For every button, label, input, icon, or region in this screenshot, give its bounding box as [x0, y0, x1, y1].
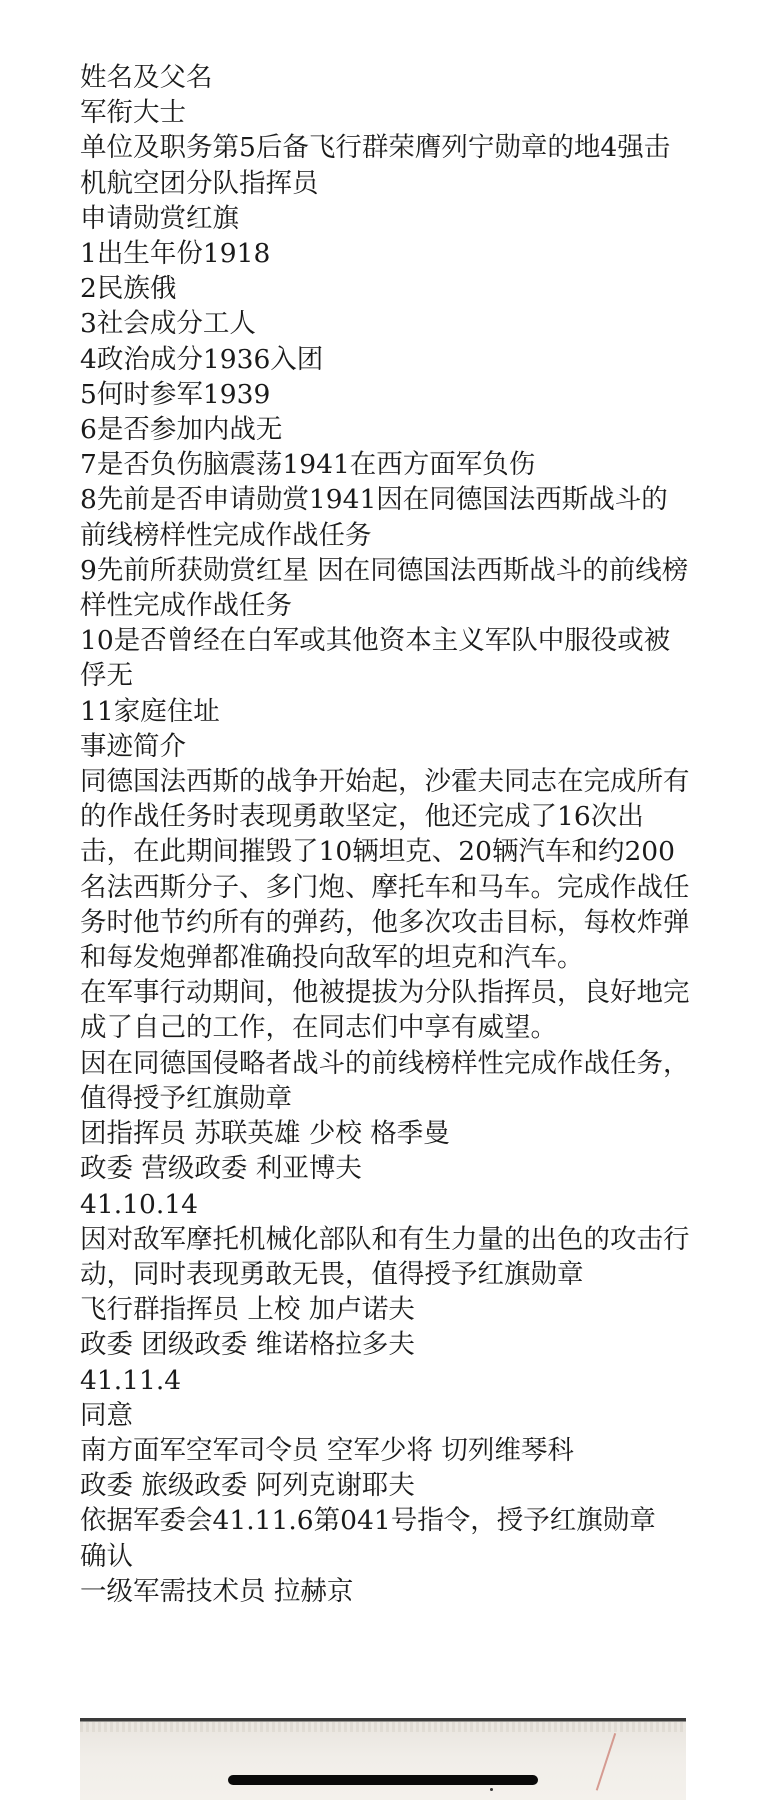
- signature-group-commander: 飞行群指挥员 上校 加卢诺夫: [80, 1294, 415, 1326]
- field-enlistment: 5何时参军1939: [80, 378, 271, 410]
- archive-document-image: [80, 1718, 686, 1800]
- group-recommendation-text: 因对敌军摩托机械化部队和有生力量的出色的攻击行动，同时表现勇敢无畏，值得授予红旗勋章: [80, 1223, 690, 1290]
- signature-front-air-commander: 南方面军空军司令员 空军少将 切列维琴科: [80, 1434, 574, 1466]
- signature-front-air-commissar: 政委 旅级政委 阿列克谢耶夫: [80, 1470, 415, 1502]
- document-edge-texture: [80, 1722, 686, 1732]
- home-indicator-bar[interactable]: [228, 1775, 538, 1785]
- handwritten-mark: [596, 1733, 654, 1800]
- field-previous-awards: 9先前所获勋赏红星 因在同德国法西斯战斗的前线榜样性完成作战任务: [80, 554, 689, 622]
- recommendation-text: 因在同德国侵略者战斗的前线榜样性完成作战任务，值得授予红旗勋章: [80, 1047, 690, 1114]
- field-name: 姓名及父名: [80, 62, 213, 93]
- section-summary-heading: 事迹简介: [80, 730, 186, 762]
- field-birth-year: 1出生年份1918: [80, 238, 271, 270]
- field-wounds: 7是否负伤脑震荡1941在西方面军负伤: [80, 449, 536, 481]
- field-rank: 军衔大士: [80, 97, 186, 129]
- date-regiment: 41.10.14: [80, 1188, 199, 1220]
- signature-regiment-commander: 团指挥员 苏联英雄 少校 格季曼: [80, 1118, 450, 1150]
- field-political-status: 4政治成分1936入团: [80, 343, 324, 375]
- paper-speck: [490, 1788, 493, 1791]
- field-award-requested: 申请勋赏红旗: [80, 202, 239, 234]
- signature-group-commissar: 政委 团级政委 维诺格拉多夫: [80, 1329, 415, 1361]
- order-reference: 依据军委会41.11.6第041号指令，授予红旗勋章: [80, 1505, 656, 1537]
- field-white-army: 10是否曾经在白军或其他资本主义军队中服役或被俘无: [80, 625, 671, 692]
- document-text: [80, 60, 692, 1609]
- approval-text: 同意: [80, 1399, 133, 1431]
- field-home-address: 11家庭住址: [80, 695, 220, 727]
- field-previous-nominations: 8先前是否申请勋赏1941因在同德国法西斯战斗的前线榜样性完成作战任务: [80, 484, 668, 551]
- field-unit-position: 单位及职务第5后备飞行群荣膺列宁勋章的地4强击机航空团分队指挥员: [80, 132, 671, 199]
- field-nationality: 2民族俄: [80, 273, 177, 305]
- summary-paragraph-1: 同德国法西斯的战争开始起，沙霍夫同志在完成所有的作战任务时表现勇敢坚定，他还完成了16次出击，在此期间摧毁了10辆坦克、20辆汽车和约200名法西斯分子、多门炮、摩托车和马车。完成作战任务时他节约所有的弹药，他多次攻击目标，每枚炸弹和每发炮弹都准确投向敌军的坦克和汽车。: [80, 766, 690, 974]
- signature-regiment-commissar: 政委 营级政委 利亚博夫: [80, 1153, 362, 1185]
- field-civil-war: 6是否参加内战无: [80, 414, 283, 446]
- field-social-status: 3社会成分工人: [80, 308, 256, 340]
- summary-paragraph-2: 在军事行动期间，他被提拔为分队指挥员，良好地完成了自己的工作，在同志们中享有威望。: [80, 977, 690, 1044]
- signature-quartermaster: 一级军需技术员 拉赫京: [80, 1575, 354, 1607]
- confirmation-text: 确认: [80, 1540, 133, 1572]
- date-group: 41.11.4: [80, 1364, 182, 1396]
